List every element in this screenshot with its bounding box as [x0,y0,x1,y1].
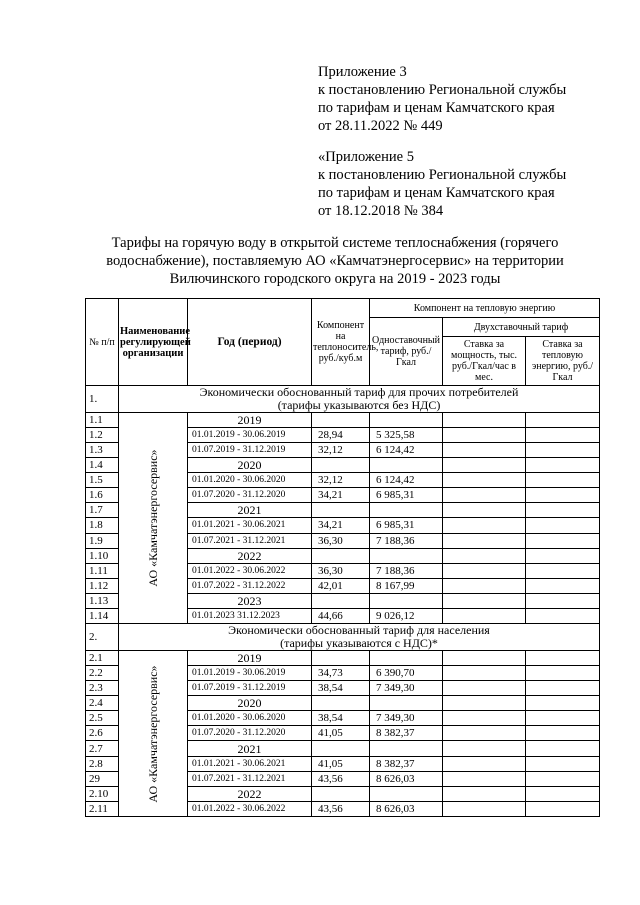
appendix-line: от 28.11.2022 № 449 [318,118,443,134]
capacity-rate-value [443,651,526,666]
capacity-rate-value [443,608,526,623]
energy-rate-value [526,756,600,771]
year-label: 2022 [188,548,312,563]
row-number: 1.12 [86,578,119,593]
row-number: 1.5 [86,473,119,488]
period-label: 01.01.2020 - 30.06.2020 [188,473,312,488]
carrier-value [312,458,370,473]
capacity-rate-value [443,801,526,816]
one-part-value [370,503,443,518]
one-part-value: 7 349,30 [370,711,443,726]
one-part-value [370,651,443,666]
one-part-value: 8 382,37 [370,726,443,741]
capacity-rate-value [443,696,526,711]
row-number: 1.11 [86,563,119,578]
one-part-value [370,413,443,428]
table-row [86,413,600,428]
capacity-rate-value [443,786,526,801]
capacity-rate-value [443,666,526,681]
row-number: 29 [86,771,119,786]
appendix-line: «Приложение 5 [318,149,414,165]
energy-rate-value [526,666,600,681]
capacity-rate-value [443,681,526,696]
energy-rate-value [526,548,600,563]
carrier-value: 38,54 [312,711,370,726]
period-label: 01.01.2022 - 30.06.2022 [188,563,312,578]
one-part-value: 7 349,30 [370,681,443,696]
capacity-rate-value [443,518,526,533]
carrier-value: 43,56 [312,771,370,786]
row-number: 2.4 [86,696,119,711]
energy-rate-value [526,771,600,786]
capacity-rate-value [443,711,526,726]
capacity-rate-value [443,503,526,518]
period-label: 01.07.2021 - 31.12.2021 [188,771,312,786]
one-part-value: 8 167,99 [370,578,443,593]
row-number: 2.8 [86,756,119,771]
energy-rate-value [526,563,600,578]
carrier-value [312,651,370,666]
row-number: 1.3 [86,443,119,458]
capacity-rate-value [443,741,526,756]
period-label: 01.07.2019 - 31.12.2019 [188,681,312,696]
energy-rate-value [526,458,600,473]
section-title-line: (тарифы указываются без НДС) [277,398,441,412]
header-energy-component: Компонент на тепловую энергию [370,299,600,318]
period-label: 01.01.2019 - 30.06.2019 [188,428,312,443]
carrier-value [312,696,370,711]
section-title [119,386,600,413]
row-number: 1.4 [86,458,119,473]
row-number: 2.5 [86,711,119,726]
carrier-value: 36,30 [312,563,370,578]
row-number: 2.7 [86,741,119,756]
carrier-value: 42,01 [312,578,370,593]
energy-rate-value [526,741,600,756]
carrier-value: 44,66 [312,608,370,623]
capacity-rate-value [443,578,526,593]
year-label: 2022 [188,786,312,801]
row-number: 1.2 [86,428,119,443]
capacity-rate-value [443,563,526,578]
year-label: 2019 [188,651,312,666]
one-part-value [370,593,443,608]
organization-name: АО «Камчатэнергосервис» [146,664,160,803]
appendix-line: к постановлению Региональной службы [318,167,567,183]
capacity-rate-value [443,548,526,563]
period-label: 01.01.2021 - 30.06.2021 [188,756,312,771]
appendix-line: по тарифам и ценам Камчатского края [318,100,555,116]
row-number: 2.1 [86,651,119,666]
capacity-rate-value [443,413,526,428]
capacity-rate-value [443,488,526,503]
capacity-rate-value [443,473,526,488]
carrier-value [312,741,370,756]
row-number: 2.6 [86,726,119,741]
section-title-line: Экономически обоснованный тариф для населения [228,623,490,637]
organization-name: АО «Камчатэнергосервис» [146,449,160,587]
energy-rate-value [526,801,600,816]
one-part-value: 7 188,36 [370,563,443,578]
appendix-line: Приложение 3 [318,64,407,80]
period-label: 01.01.2023 31.12.2023 [188,608,312,623]
period-label: 01.01.2021 - 30.06.2021 [188,518,312,533]
carrier-value: 32,12 [312,443,370,458]
section-title-line: Экономически обоснованный тариф для прочих потребителей [199,385,519,399]
title-line: Тарифы на горячую воду в открытой системе теплоснабжения (горячего [111,235,559,251]
section-header-row [86,624,600,651]
tariff-table [85,298,600,817]
carrier-value [312,503,370,518]
year-label: 2019 [188,413,312,428]
header-capacity-rate: Ставка за мощность, тыс. руб./Гкал/час в мес. [443,337,526,386]
capacity-rate-value [443,593,526,608]
period-label: 01.07.2020 - 31.12.2020 [188,726,312,741]
one-part-value: 5 325,58 [370,428,443,443]
capacity-rate-value [443,756,526,771]
one-part-value [370,741,443,756]
one-part-value: 6 985,31 [370,488,443,503]
section-number: 1. [86,386,119,413]
carrier-value: 28,94 [312,428,370,443]
energy-rate-value [526,726,600,741]
header-carrier-component: Компонент на теплоноситель, руб./куб.м [312,299,370,386]
carrier-value [312,786,370,801]
capacity-rate-value [443,443,526,458]
one-part-value: 9 026,12 [370,608,443,623]
header-energy-rate: Ставка за тепловую энергию, руб./Гкал [526,337,600,386]
appendix-line: к постановлению Региональной службы [318,82,567,98]
section-title [119,624,600,651]
carrier-value: 43,56 [312,801,370,816]
header-one-part-tariff: Одноставочный тариф, руб./Гкал [370,318,443,386]
carrier-value [312,413,370,428]
organization-name-cell [119,651,188,817]
appendix-line: от 18.12.2018 № 384 [318,203,444,219]
year-label: 2023 [188,593,312,608]
energy-rate-value [526,651,600,666]
header-num: № п/п [86,299,119,386]
one-part-value [370,786,443,801]
row-number: 2.10 [86,786,119,801]
energy-rate-value [526,473,600,488]
carrier-value: 41,05 [312,726,370,741]
row-number: 1.10 [86,548,119,563]
capacity-rate-value [443,726,526,741]
energy-rate-value [526,428,600,443]
one-part-value: 6 985,31 [370,518,443,533]
year-label: 2020 [188,458,312,473]
one-part-value [370,458,443,473]
carrier-value [312,548,370,563]
energy-rate-value [526,443,600,458]
one-part-value: 6 124,42 [370,443,443,458]
one-part-value: 7 188,36 [370,533,443,548]
one-part-value [370,696,443,711]
period-label: 01.07.2022 - 31.12.2022 [188,578,312,593]
energy-rate-value [526,593,600,608]
energy-rate-value [526,786,600,801]
one-part-value [370,548,443,563]
row-number: 1.14 [86,608,119,623]
header-two-part-tariff: Двухставочный тариф [443,318,600,337]
energy-rate-value [526,488,600,503]
title-line: Вилючинского городского округа на 2019 - 2023 годы [169,271,501,287]
header-period: Год (период) [188,299,312,386]
energy-rate-value [526,681,600,696]
section-header-row [86,386,600,413]
period-label: 01.07.2020 - 31.12.2020 [188,488,312,503]
energy-rate-value [526,533,600,548]
year-label: 2021 [188,503,312,518]
row-number: 2.3 [86,681,119,696]
one-part-value: 8 626,03 [370,801,443,816]
capacity-rate-value [443,458,526,473]
year-label: 2020 [188,696,312,711]
carrier-value: 41,05 [312,756,370,771]
energy-rate-value [526,518,600,533]
row-number: 1.7 [86,503,119,518]
period-label: 01.07.2021 - 31.12.2021 [188,533,312,548]
appendix-5-reference [318,148,566,220]
appendix-line: по тарифам и ценам Камчатского края [318,185,555,201]
organization-name-cell [119,413,188,624]
header-org: Наименование регулирующей организации [119,299,188,386]
carrier-value: 34,21 [312,518,370,533]
table-row [86,651,600,666]
energy-rate-value [526,711,600,726]
period-label: 01.01.2019 - 30.06.2019 [188,666,312,681]
year-label: 2021 [188,741,312,756]
row-number: 2.2 [86,666,119,681]
carrier-value: 38,54 [312,681,370,696]
one-part-value: 6 124,42 [370,473,443,488]
section-title-line: (тарифы указываются с НДС)* [280,636,438,650]
capacity-rate-value [443,533,526,548]
energy-rate-value [526,503,600,518]
one-part-value: 6 390,70 [370,666,443,681]
capacity-rate-value [443,771,526,786]
one-part-value: 8 626,03 [370,771,443,786]
appendix-3-reference [318,63,566,135]
energy-rate-value [526,413,600,428]
carrier-value: 32,12 [312,473,370,488]
title-line: водоснабжение), поставляемую АО «Камчатэнергосервис» на территории [106,253,564,269]
row-number: 1.6 [86,488,119,503]
row-number: 1.8 [86,518,119,533]
document-title [70,234,600,288]
carrier-value: 34,21 [312,488,370,503]
section-number: 2. [86,624,119,651]
energy-rate-value [526,608,600,623]
carrier-value: 34,73 [312,666,370,681]
period-label: 01.07.2019 - 31.12.2019 [188,443,312,458]
energy-rate-value [526,696,600,711]
period-label: 01.01.2020 - 30.06.2020 [188,711,312,726]
energy-rate-value [526,578,600,593]
period-label: 01.01.2022 - 30.06.2022 [188,801,312,816]
carrier-value [312,593,370,608]
row-number: 2.11 [86,801,119,816]
one-part-value: 8 382,37 [370,756,443,771]
row-number: 1.9 [86,533,119,548]
carrier-value: 36,30 [312,533,370,548]
row-number: 1.1 [86,413,119,428]
capacity-rate-value [443,428,526,443]
row-number: 1.13 [86,593,119,608]
